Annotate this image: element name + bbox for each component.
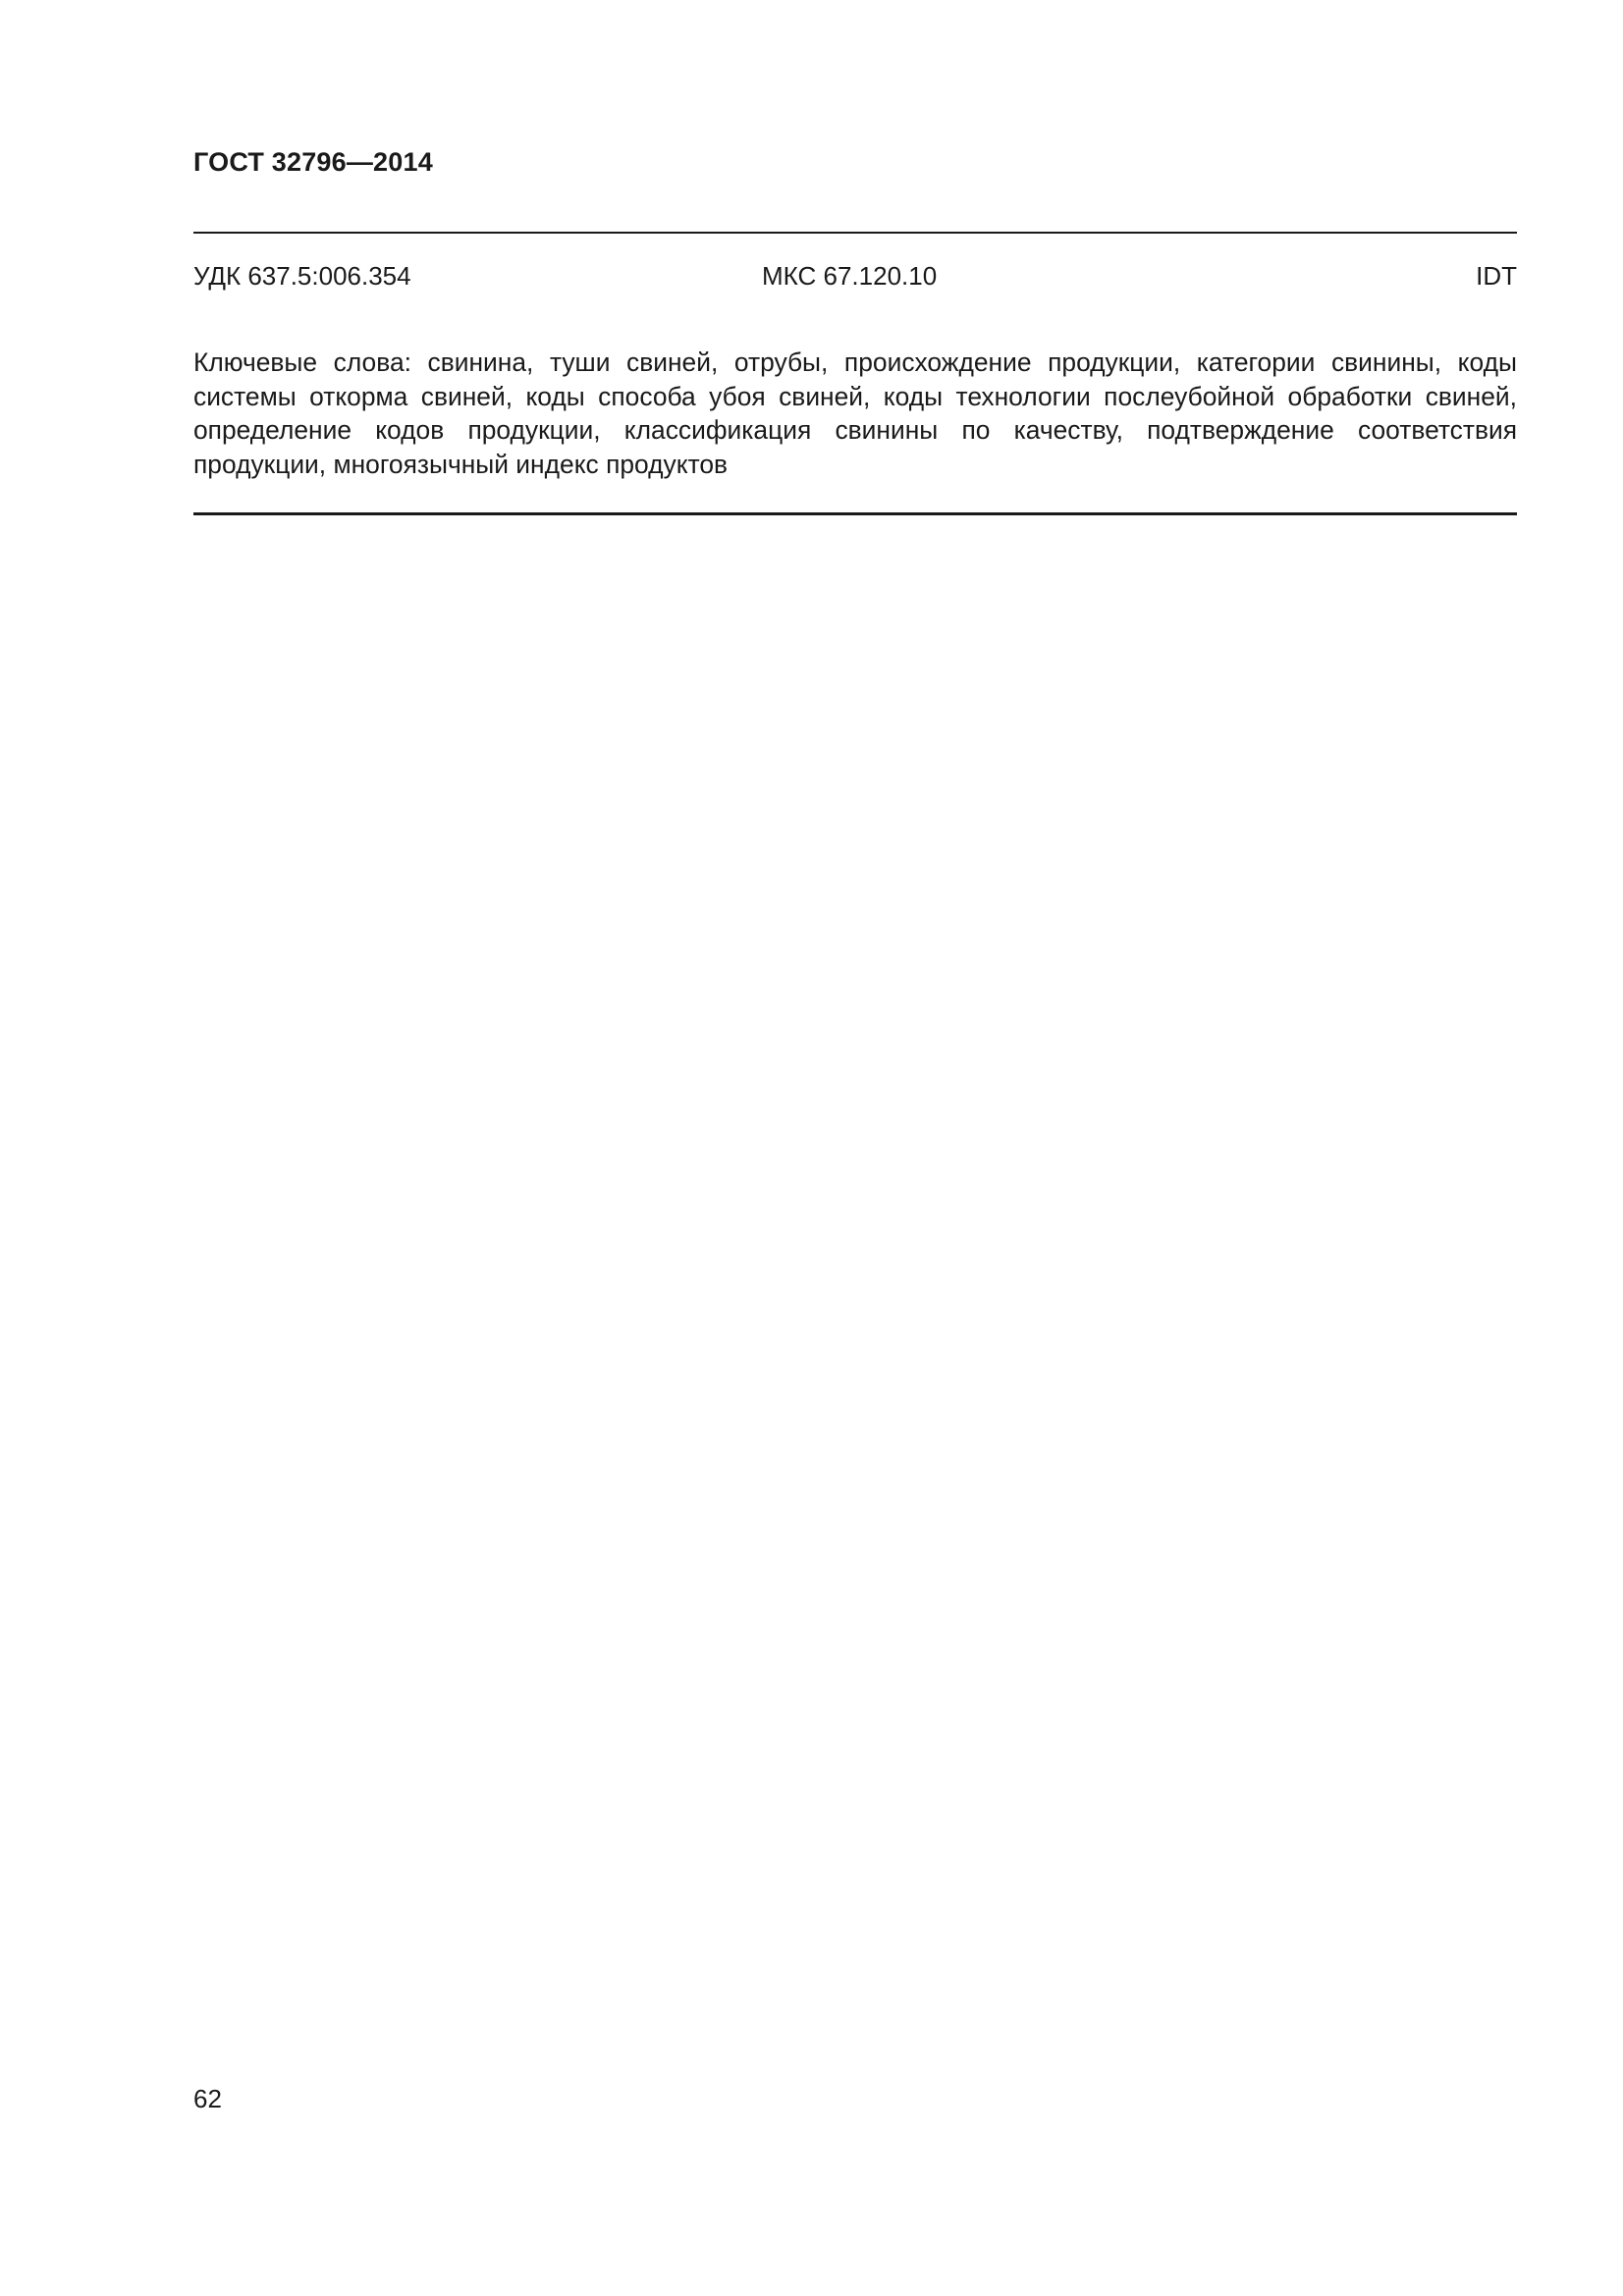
udk-code: УДК 637.5:006.354 bbox=[193, 261, 411, 291]
classification-row bbox=[193, 261, 1517, 296]
page-number: 62 bbox=[193, 2084, 222, 2113]
mks-code: МКС 67.120.10 bbox=[762, 261, 938, 291]
top-divider bbox=[193, 232, 1517, 234]
keywords-paragraph: Ключевые слова: свинина, туши свиней, отрубы, происхождение продукции, категории свинины, коды системы откорма свиней, коды способа убоя свиней, коды технологии послеубойной обработки свиней, определение кодов продукции, классификация свинины по качеству, подтверждение соответствия продукции, многоязычный индекс продуктов bbox=[193, 347, 1517, 479]
document-title: ГОСТ 32796—2014 bbox=[193, 147, 433, 177]
idt-label: IDT bbox=[1476, 261, 1517, 291]
bottom-divider bbox=[193, 512, 1517, 515]
